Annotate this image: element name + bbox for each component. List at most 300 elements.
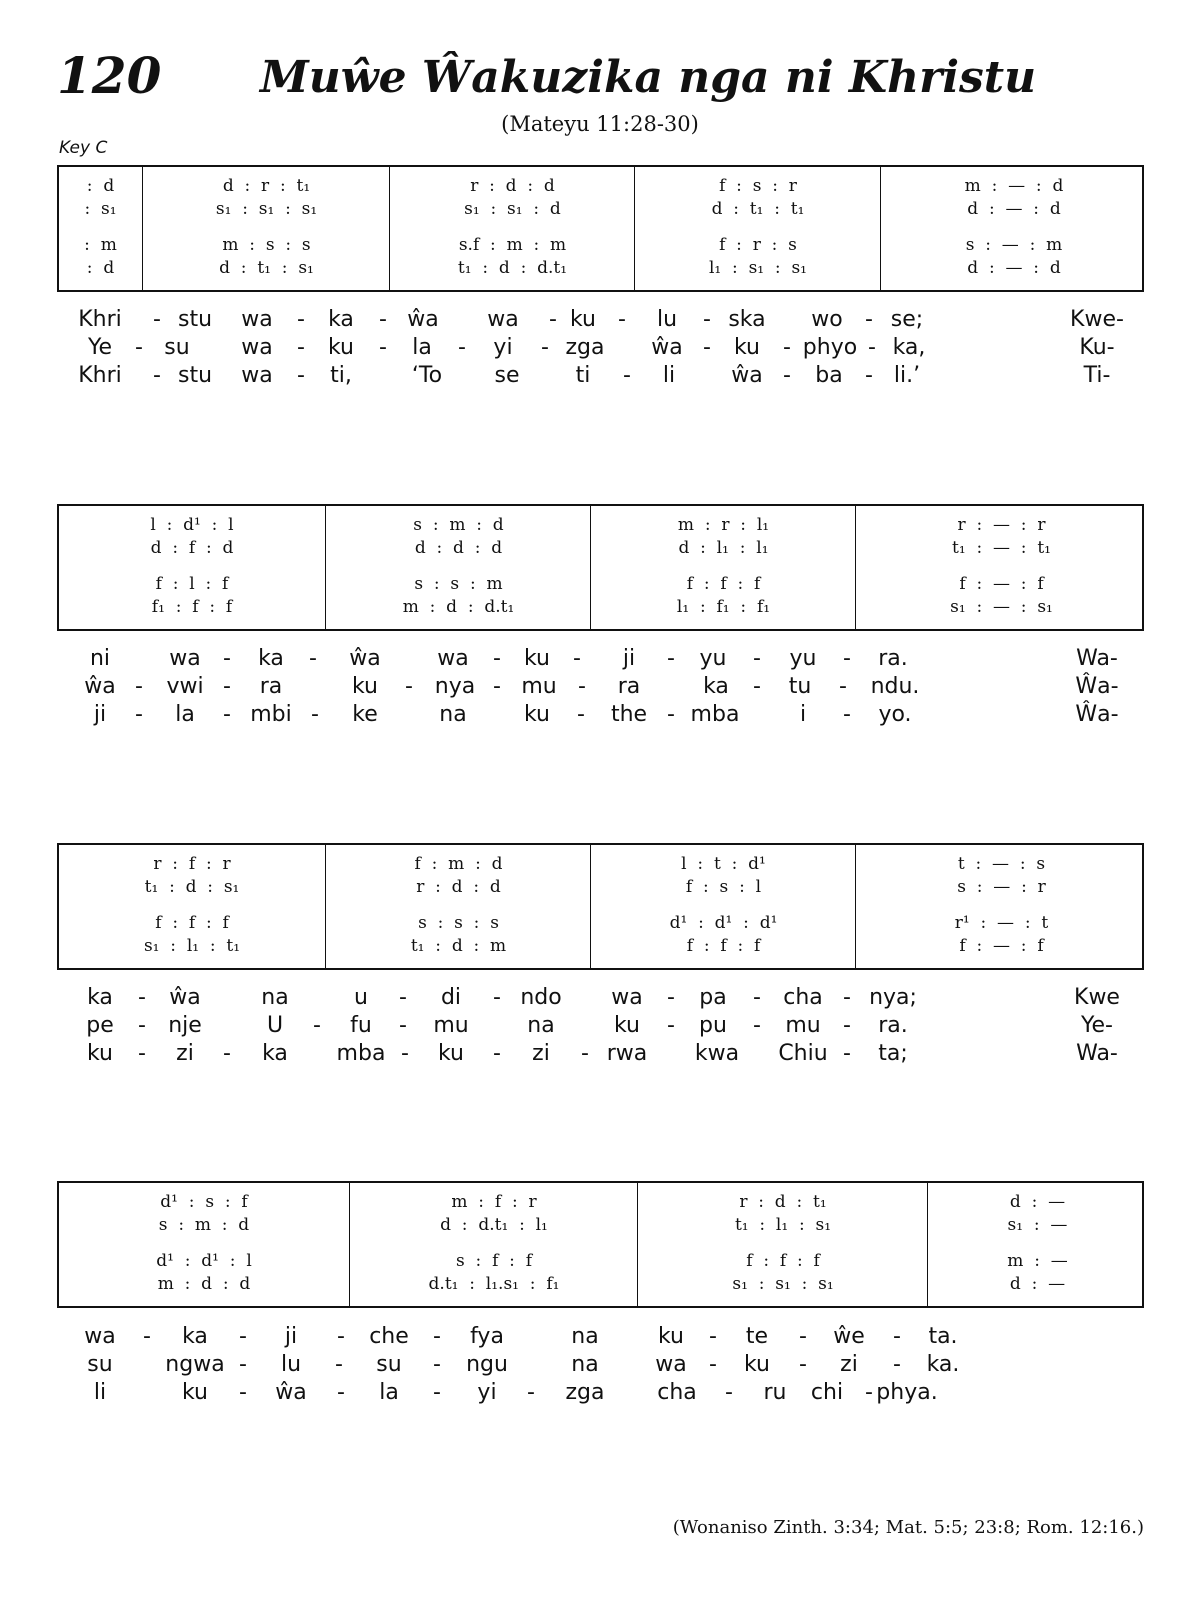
syllable-hyphen: - — [493, 646, 501, 671]
solfa-notes: s₁ : l₁ : t₁ — [143, 936, 241, 956]
voice-part — [59, 573, 325, 595]
lyric-syllable: li.’ — [893, 363, 921, 388]
measure — [59, 506, 325, 629]
lyric-syllable: ka — [262, 1041, 288, 1066]
syllable-hyphen: - — [843, 702, 851, 727]
syllable-hyphen: - — [138, 1041, 146, 1066]
syllable-hyphen: - — [703, 307, 711, 332]
lyric-syllable: wa — [241, 335, 273, 360]
lyric-syllable: ra. — [878, 646, 908, 671]
solfa-notes: s : s : s — [418, 913, 499, 933]
lyric-verse-1 — [57, 984, 1144, 1012]
solfa-notes: f : f : f — [686, 936, 761, 956]
voice-part — [638, 1214, 928, 1236]
key-signature: Key C — [59, 138, 108, 158]
syllable-hyphen: - — [335, 1352, 343, 1377]
lyric-syllable: ni — [89, 646, 111, 671]
voice-part — [326, 596, 591, 618]
measure — [634, 167, 881, 290]
solfa-notes: m : s : s — [222, 235, 311, 255]
solfa-notes: s : s : m — [414, 574, 503, 594]
lyric-syllable: ka, — [892, 335, 926, 360]
syllable-hyphen: - — [153, 363, 161, 388]
lyric-syllable: ŵa — [84, 674, 116, 699]
syllable-hyphen: - — [135, 335, 143, 360]
lyric-syllable: Ti- — [1083, 363, 1111, 388]
lyric-syllable: ŵa — [349, 646, 381, 671]
syllable-hyphen: - — [223, 646, 231, 671]
lyric-syllable: ku — [523, 702, 550, 727]
solfa-notes: d : — : d — [967, 258, 1061, 278]
voice-part — [928, 1273, 1147, 1295]
lyric-syllable: ra — [259, 674, 283, 699]
solfa-notes: t₁ : l₁ : s₁ — [734, 1215, 832, 1235]
solfa-notes: d : t₁ : t₁ — [711, 199, 805, 219]
solfa-notes: d.t₁ : l₁.s₁ : f₁ — [428, 1274, 560, 1294]
voice-part — [59, 876, 325, 898]
lyric-syllable: Kwe — [1074, 985, 1120, 1010]
syllable-hyphen: - — [799, 1324, 807, 1349]
syllable-hyphen: - — [865, 1380, 873, 1405]
music-system — [57, 504, 1144, 631]
voice-part — [390, 198, 635, 220]
syllable-hyphen: - — [703, 335, 711, 360]
solfa-notes: s : — : r — [957, 877, 1046, 897]
voice-part — [59, 175, 142, 197]
lyric-syllable: ngu — [466, 1352, 508, 1377]
music-system — [57, 843, 1144, 970]
solfa-notes: d : f : d — [150, 538, 234, 558]
measure — [59, 1183, 349, 1306]
syllable-hyphen: - — [399, 1013, 407, 1038]
lyrics-block — [57, 645, 1144, 735]
syllable-hyphen: - — [379, 307, 387, 332]
lyric-syllable: ku — [569, 307, 596, 332]
lyric-syllable: ka — [258, 646, 284, 671]
voice-part — [326, 912, 591, 934]
lyric-syllable: ku — [181, 1380, 208, 1405]
lyric-syllable: yu — [789, 646, 817, 671]
lyric-syllable: se; — [890, 307, 924, 332]
voice-part — [591, 537, 856, 559]
syllable-hyphen: - — [223, 674, 231, 699]
lyric-syllable: phyo — [802, 335, 858, 360]
syllable-hyphen: - — [239, 1352, 247, 1377]
measure — [349, 1183, 638, 1306]
syllable-hyphen: - — [667, 985, 675, 1010]
voice-part — [881, 257, 1147, 279]
syllable-hyphen: - — [725, 1380, 733, 1405]
syllable-hyphen: - — [223, 702, 231, 727]
syllable-hyphen: - — [135, 674, 143, 699]
syllable-hyphen: - — [753, 674, 761, 699]
voice-part — [59, 935, 325, 957]
syllable-hyphen: - — [223, 1041, 231, 1066]
syllable-hyphen: - — [865, 363, 873, 388]
syllable-hyphen: - — [239, 1380, 247, 1405]
solfa-notes: f : f : f — [746, 1251, 820, 1271]
syllable-hyphen: - — [379, 335, 387, 360]
lyric-syllable: mbi — [250, 702, 292, 727]
measure — [325, 506, 591, 629]
syllable-hyphen: - — [577, 702, 585, 727]
solfa-notes: : s₁ — [84, 199, 117, 219]
solfa-notes: f : s : r — [719, 176, 797, 196]
lyric-syllable: ku — [743, 1352, 770, 1377]
measure — [142, 167, 390, 290]
syllable-hyphen: - — [623, 363, 631, 388]
lyric-syllable: wa — [655, 1352, 687, 1377]
syllable-hyphen: - — [843, 646, 851, 671]
syllable-hyphen: - — [493, 674, 501, 699]
solfa-notes: s₁ : — : s₁ — [950, 597, 1053, 617]
lyric-syllable: ŵa — [651, 335, 683, 360]
lyric-syllable: la — [412, 335, 432, 360]
lyric-syllable: ra. — [878, 1013, 908, 1038]
solfa-notes: d : r : t₁ — [222, 176, 311, 196]
lyric-syllable: vwi — [166, 674, 204, 699]
lyric-syllable: ku — [437, 1041, 464, 1066]
solfa-notes: d : t₁ : s₁ — [219, 258, 314, 278]
voice-part — [638, 1250, 928, 1272]
syllable-hyphen: - — [297, 363, 305, 388]
music-system — [57, 165, 1144, 292]
lyric-syllable: la — [379, 1380, 399, 1405]
voice-part — [59, 514, 325, 536]
syllable-hyphen: - — [865, 307, 873, 332]
voice-part — [635, 175, 881, 197]
voice-part — [928, 1250, 1147, 1272]
syllable-hyphen: - — [493, 985, 501, 1010]
lyric-verse-1 — [57, 645, 1144, 673]
voice-part — [856, 514, 1147, 536]
syllable-hyphen: - — [239, 1324, 247, 1349]
solfa-notes: s : m : d — [158, 1215, 250, 1235]
solfa-notes: l₁ : s₁ : s₁ — [708, 258, 807, 278]
syllable-hyphen: - — [618, 307, 626, 332]
lyric-syllable: ti — [575, 363, 591, 388]
solfa-notes: t₁ : d : s₁ — [144, 877, 240, 897]
voice-part — [881, 175, 1147, 197]
lyric-syllable: ba — [815, 363, 843, 388]
lyric-syllable: yi — [477, 1380, 497, 1405]
solfa-notes: d : — — [1009, 1274, 1066, 1294]
lyric-verse-3 — [57, 701, 1144, 729]
solfa-notes: f : f : f — [155, 913, 229, 933]
solfa-notes: m : d : d — [157, 1274, 251, 1294]
solfa-notes: s : — : m — [965, 235, 1063, 255]
syllable-hyphen: - — [709, 1324, 717, 1349]
lyric-syllable: ku — [733, 335, 760, 360]
lyric-syllable: wa — [487, 307, 519, 332]
solfa-notes: f : s : l — [685, 877, 762, 897]
lyric-syllable: zga — [565, 1380, 605, 1405]
lyric-syllable: wa — [437, 646, 469, 671]
syllable-hyphen: - — [709, 1352, 717, 1377]
lyric-syllable: ka. — [926, 1352, 960, 1377]
solfa-notes: m : r : l₁ — [677, 515, 770, 535]
lyric-syllable: wa — [169, 646, 201, 671]
solfa-notes: s₁ : s₁ : s₁ — [732, 1274, 834, 1294]
lyric-syllable: ka — [703, 674, 729, 699]
lyric-syllable: Wa- — [1076, 1041, 1118, 1066]
solfa-notes: s : m : d — [413, 515, 504, 535]
measure — [59, 845, 325, 968]
solfa-notes: m : f : r — [451, 1192, 537, 1212]
lyric-syllable: ji — [284, 1324, 298, 1349]
voice-part — [591, 514, 856, 536]
lyric-syllable: su — [164, 335, 190, 360]
lyric-syllable: ke — [352, 702, 378, 727]
lyric-syllable: fya — [470, 1324, 504, 1349]
lyric-syllable: ka — [328, 307, 354, 332]
solfa-notes: r : d : t₁ — [739, 1192, 827, 1212]
lyric-verse-1 — [57, 306, 1144, 334]
syllable-hyphen: - — [337, 1380, 345, 1405]
lyric-syllable: ŵa — [169, 985, 201, 1010]
syllable-hyphen: - — [581, 1041, 589, 1066]
solfa-notes: : d — [86, 176, 115, 196]
lyric-syllable: Ŵa- — [1075, 674, 1119, 699]
voice-part — [856, 537, 1147, 559]
lyric-syllable: ji — [622, 646, 636, 671]
lyric-syllable: cha — [657, 1380, 697, 1405]
lyric-syllable: ‘To — [411, 363, 443, 388]
voice-part — [591, 876, 856, 898]
syllable-hyphen: - — [311, 702, 319, 727]
lyric-syllable: yu — [699, 646, 727, 671]
lyric-syllable: li — [662, 363, 676, 388]
measure — [855, 506, 1147, 629]
lyric-syllable: ku — [657, 1324, 684, 1349]
lyric-syllable: Chiu — [778, 1041, 828, 1066]
lyric-syllable: ŵe — [833, 1324, 865, 1349]
lyric-syllable: wa — [241, 363, 273, 388]
lyric-syllable: pu — [699, 1013, 727, 1038]
voice-part — [928, 1191, 1147, 1213]
lyric-syllable: mba — [690, 702, 740, 727]
syllable-hyphen: - — [135, 702, 143, 727]
syllable-hyphen: - — [783, 335, 791, 360]
lyric-syllable: cha — [783, 985, 823, 1010]
voice-part — [350, 1191, 638, 1213]
solfa-notes: r : d : d — [470, 176, 555, 196]
lyric-syllable: ŵa — [731, 363, 763, 388]
voice-part — [326, 537, 591, 559]
syllable-hyphen: - — [753, 1013, 761, 1038]
syllable-hyphen: - — [399, 985, 407, 1010]
measure — [590, 506, 856, 629]
voice-part — [856, 935, 1147, 957]
syllable-hyphen: - — [433, 1352, 441, 1377]
lyric-syllable: su — [87, 1352, 113, 1377]
lyric-verse-1 — [57, 1323, 1144, 1351]
solfa-notes: d : l₁ : l₁ — [678, 538, 769, 558]
voice-part — [59, 1191, 349, 1213]
solfa-notes: d : d : d — [414, 538, 503, 558]
lyric-syllable: mu — [433, 1013, 469, 1038]
lyric-syllable: na — [439, 702, 467, 727]
voice-part — [59, 596, 325, 618]
solfa-notes: m : d : d.t₁ — [402, 597, 515, 617]
syllable-hyphen: - — [893, 1324, 901, 1349]
solfa-notes: t₁ : — : t₁ — [952, 538, 1051, 558]
measure — [325, 845, 591, 968]
solfa-notes: r : d : d — [416, 877, 501, 897]
solfa-notes: f : f : f — [686, 574, 761, 594]
lyric-syllable: mu — [521, 674, 557, 699]
syllable-hyphen: - — [401, 1041, 409, 1066]
lyric-syllable: ku — [86, 1041, 113, 1066]
lyric-syllable: wo — [811, 307, 843, 332]
syllable-hyphen: - — [799, 1352, 807, 1377]
lyric-syllable: ŵa — [407, 307, 439, 332]
solfa-notes: f : — : f — [959, 936, 1044, 956]
lyric-syllable: stu — [177, 363, 213, 388]
lyric-syllable: Ye- — [1081, 1013, 1113, 1038]
lyric-syllable: phya. — [876, 1380, 938, 1405]
lyric-syllable: the — [610, 702, 648, 727]
syllable-hyphen: - — [138, 1013, 146, 1038]
measure — [880, 167, 1147, 290]
lyric-syllable: ji — [93, 702, 107, 727]
solfa-notes: s₁ : s₁ : s₁ — [215, 199, 318, 219]
solfa-notes: t₁ : d : d.t₁ — [457, 258, 568, 278]
voice-part — [591, 573, 856, 595]
lyric-syllable: Ye — [87, 335, 113, 360]
lyric-syllable: wa — [241, 307, 273, 332]
lyric-syllable: Khri — [78, 307, 122, 332]
syllable-hyphen: - — [893, 1352, 901, 1377]
lyric-verse-2 — [57, 673, 1144, 701]
footnote-references: (Wonaniso Zinth. 3:34; Mat. 5:5; 23:8; Rom. 12:16.) — [672, 1517, 1144, 1538]
solfa-notes: f : l : f — [155, 574, 229, 594]
syllable-hyphen: - — [143, 1324, 151, 1349]
lyric-syllable: se — [494, 363, 520, 388]
voice-part — [390, 257, 635, 279]
lyric-syllable: su — [376, 1352, 402, 1377]
syllable-hyphen: - — [433, 1380, 441, 1405]
lyric-verse-3 — [57, 362, 1144, 390]
lyric-syllable: ngwa — [165, 1352, 225, 1377]
lyric-syllable: i — [799, 702, 807, 727]
solfa-notes: m : — : d — [964, 176, 1064, 196]
syllable-hyphen: - — [667, 702, 675, 727]
voice-part — [59, 853, 325, 875]
lyric-syllable: ska — [728, 307, 766, 332]
lyric-syllable: kwa — [694, 1041, 740, 1066]
solfa-notes: s : f : f — [456, 1251, 532, 1271]
lyric-syllable: wa — [611, 985, 643, 1010]
solfa-notes: l : t : d¹ — [681, 854, 766, 874]
solfa-notes: t₁ : d : m — [410, 936, 507, 956]
voice-part — [326, 573, 591, 595]
lyric-syllable: fu — [350, 1013, 372, 1038]
syllable-hyphen: - — [153, 307, 161, 332]
syllable-hyphen: - — [313, 1013, 321, 1038]
measure — [637, 1183, 928, 1306]
syllable-hyphen: - — [753, 985, 761, 1010]
measure — [927, 1183, 1147, 1306]
syllable-hyphen: - — [297, 307, 305, 332]
lyric-verse-2 — [57, 1351, 1144, 1379]
voice-part — [638, 1191, 928, 1213]
syllable-hyphen: - — [527, 1380, 535, 1405]
voice-part — [638, 1273, 928, 1295]
lyric-syllable: che — [369, 1324, 409, 1349]
syllable-hyphen: - — [458, 335, 466, 360]
measure — [855, 845, 1147, 968]
lyric-syllable: nje — [168, 1013, 202, 1038]
measure — [590, 845, 856, 968]
lyric-syllable: ru — [763, 1380, 787, 1405]
lyric-verse-3 — [57, 1379, 1144, 1407]
lyric-syllable: li — [93, 1380, 107, 1405]
voice-part — [591, 596, 856, 618]
lyric-syllable: tu — [788, 674, 812, 699]
voice-part — [59, 1250, 349, 1272]
solfa-notes: m : — — [1007, 1251, 1068, 1271]
voice-part — [881, 234, 1147, 256]
lyric-syllable: rwa — [606, 1041, 648, 1066]
voice-part — [635, 234, 881, 256]
lyric-syllable: Wa- — [1076, 646, 1118, 671]
lyric-syllable: zi — [840, 1352, 858, 1377]
voice-part — [143, 234, 390, 256]
lyric-syllable: na — [571, 1324, 599, 1349]
syllable-hyphen: - — [578, 674, 586, 699]
solfa-notes: l : d¹ : l — [150, 515, 234, 535]
voice-part — [856, 853, 1147, 875]
lyric-syllable: la — [175, 702, 195, 727]
lyric-syllable: ku — [327, 335, 354, 360]
syllable-hyphen: - — [573, 646, 581, 671]
lyrics-block — [57, 984, 1144, 1074]
lyric-syllable: lu — [656, 307, 678, 332]
lyric-syllable: mu — [785, 1013, 821, 1038]
solfa-notes: f : m : d — [414, 854, 503, 874]
solfa-notes: d : d.t₁ : l₁ — [440, 1215, 548, 1235]
lyric-syllable: stu — [177, 307, 213, 332]
syllable-hyphen: - — [433, 1324, 441, 1349]
lyric-syllable: ka — [182, 1324, 208, 1349]
syllable-hyphen: - — [297, 335, 305, 360]
lyric-syllable: ra — [617, 674, 641, 699]
lyric-syllable: U — [266, 1013, 284, 1038]
lyric-syllable: lu — [280, 1352, 302, 1377]
voice-part — [390, 175, 635, 197]
voice-part — [326, 853, 591, 875]
lyric-syllable: ti, — [330, 363, 352, 388]
solfa-notes: d¹ : d¹ : d¹ — [669, 913, 778, 933]
solfa-notes: s₁ : — — [1007, 1215, 1068, 1235]
solfa-notes: s₁ : s₁ : d — [464, 199, 561, 219]
solfa-notes: l₁ : f₁ : f₁ — [676, 597, 771, 617]
solfa-notes: : m — [84, 235, 117, 255]
syllable-hyphen: - — [138, 985, 146, 1010]
solfa-notes: s.f : m : m — [458, 235, 567, 255]
voice-part — [591, 935, 856, 957]
voice-part — [856, 573, 1147, 595]
voice-part — [591, 853, 856, 875]
lyric-syllable: na — [571, 1352, 599, 1377]
lyric-syllable: ku — [523, 646, 550, 671]
lyric-syllable: u — [354, 985, 368, 1010]
lyric-syllable: ku — [351, 674, 378, 699]
solfa-notes: f : — : f — [959, 574, 1044, 594]
syllable-hyphen: - — [843, 985, 851, 1010]
solfa-notes: f : r : s — [719, 235, 797, 255]
